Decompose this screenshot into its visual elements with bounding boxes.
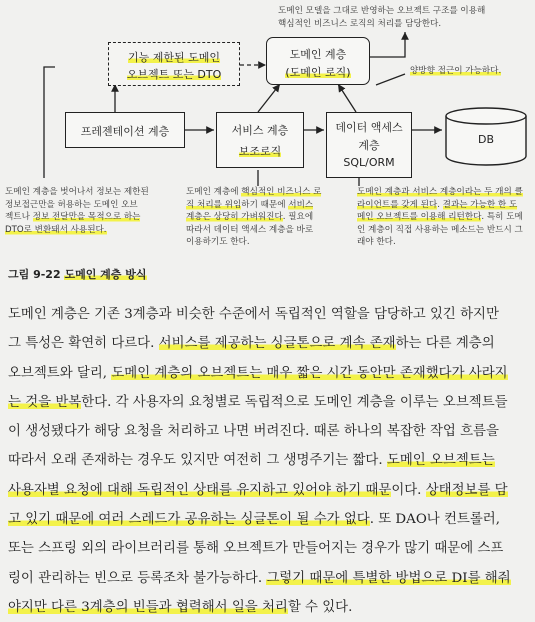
note-data-access-line xyxy=(357,186,533,199)
highlighted-text: 사용자별 요청에 대해 독립적인 상태를 유지하고 있어야 하기 때문 xyxy=(8,482,392,498)
domain-box-subtitle: (도메인 로직) xyxy=(285,66,351,79)
highlighted-text: 메인 오브젝트를 이용해 리턴한다 xyxy=(357,212,482,223)
note-left-line xyxy=(5,186,173,199)
dto-box-line-2: 오브젝트 또는 DTO xyxy=(126,68,222,81)
highlighted-text: 라이언트를 갖게 된다 xyxy=(357,199,438,210)
data-domain-link xyxy=(338,84,356,112)
note-service-line xyxy=(186,186,346,199)
text-run: 따라서 데이터 액세스 계층을 바로 xyxy=(186,224,314,235)
highlighted-text: 상태정보를 담 xyxy=(425,482,508,498)
service-box-subtitle: 보조로직 xyxy=(238,145,282,158)
text-run: 할 수 있다. xyxy=(287,599,353,615)
text-run: 이 생성됐다가 해당 요청을 처리하고 나면 버려진다. 때론 하나의 복잡한 작업 흐름을 xyxy=(8,424,499,440)
body-line xyxy=(8,300,531,329)
text-run: 따라서 오래 존재하는 경우도 있지만 여전히 그 생명주기는 짧다. xyxy=(8,453,387,469)
highlighted-text: 결과는 가능한 한 도 xyxy=(442,199,518,210)
note-left-line xyxy=(5,199,173,212)
text-run: 정보접근만을 허용하는 도메인 오브 xyxy=(5,199,138,210)
text-run: 이용하기도 한다. xyxy=(186,237,250,248)
domain-model-note-line-2: 핵심적인 비즈니스 로직의 처리를 담당한다. xyxy=(278,18,442,29)
text-run: . 필요에 xyxy=(282,212,314,223)
text-run: 도메인 계층을 벗어나서 정보는 제한된 xyxy=(5,187,149,197)
text-run: 인 계층이 직접 사용하는 메소드는 반드시 그 xyxy=(357,224,523,235)
domain-layer-box xyxy=(266,37,370,85)
text-run: 젝트나 xyxy=(5,212,33,223)
note-service-line xyxy=(186,236,346,249)
text-run: 이다. xyxy=(391,482,426,498)
service-domain-link xyxy=(258,84,280,112)
highlighted-text: 서비스 xyxy=(288,199,314,210)
presentation-box-label: 프레젠테이션 계층 xyxy=(80,125,170,138)
text-run: 오브젝트와 달리, xyxy=(8,365,112,381)
text-run: 하기 때문에 xyxy=(241,199,289,210)
text-run: 도메인 계층에 xyxy=(186,187,242,197)
body-line xyxy=(8,329,531,358)
bidirectional-pointer xyxy=(376,74,405,85)
note-data-access-line xyxy=(357,199,533,212)
left-bracket xyxy=(44,67,55,178)
highlighted-text: 정보 전달만을 목적으로 하는 xyxy=(32,212,141,223)
domain-box-title: 도메인 계층 xyxy=(289,48,347,61)
figure-caption xyxy=(8,266,147,282)
note-left xyxy=(5,186,173,236)
note-left-line xyxy=(5,224,173,237)
body-line xyxy=(8,388,531,417)
text-run: 또는 스프링 외의 라이브러리를 통해 오브젝트가 만들어지는 경우가 많기 때문에 스프 xyxy=(8,541,504,557)
note-service-line xyxy=(186,211,346,224)
dto-box-line-1: 기능 제한된 도메인 xyxy=(127,51,220,64)
highlighted-text: 고 있기 때문에 여러 스레드가 공유하는 싱글톤이 될 수가 없다 xyxy=(8,512,370,528)
highlighted-text: 계층은 상당히 가벼워진다 xyxy=(186,212,283,223)
text-run: 한다. 각 사용자의 요청별로 독립적으로 도메인 계층을 이루는 오브젝트들 xyxy=(81,394,508,410)
data-box-line-3: SQL/ORM xyxy=(343,156,395,169)
note-service-line xyxy=(186,224,346,237)
body-line xyxy=(8,359,531,388)
text-run: 도메인 계층은 기존 3계층과 비슷한 수준에서 독립적인 역할을 담당하고 있긴 하지만 xyxy=(8,307,499,322)
highlighted-text: 도메인 계층의 오브젝트는 매우 짧은 시간 동안만 존재했다가 사라지 xyxy=(111,365,508,381)
text-run: 래야 한다. xyxy=(357,237,396,248)
body-paragraph xyxy=(8,300,531,622)
text-run: . 또 DAO나 컨트롤러, xyxy=(369,512,500,528)
highlighted-text: 는 것을 반복 xyxy=(8,394,82,410)
body-line xyxy=(8,505,531,534)
body-line xyxy=(8,534,531,563)
caption-prefix: 그림 9-22 xyxy=(8,268,65,281)
highlighted-text: 직 처리를 위임 xyxy=(186,199,242,210)
highlighted-text: 도메인 계층과 서비스 계층이라는 두 개의 클 xyxy=(357,187,523,197)
bidirectional-note: 양방향 접근이 가능하다. xyxy=(410,66,502,76)
presentation-layer-box xyxy=(65,112,185,148)
database-cylinder xyxy=(444,106,528,168)
body-line xyxy=(8,446,531,475)
note-service xyxy=(186,186,346,249)
body-line xyxy=(8,476,531,505)
db-label: DB xyxy=(477,133,495,146)
note-left-line xyxy=(5,211,173,224)
text-run: 링이 관리하는 빈으로 등록조차 불가능하다. xyxy=(8,570,267,586)
highlighted-text: 그렇기 때문에 특별한 방법으로 DI를 해줘 xyxy=(266,570,511,586)
highlighted-text: 핵심적인 비즈니스 로 xyxy=(241,187,322,197)
text-run: 하는 다른 계층의 xyxy=(395,336,495,352)
domain-note-link xyxy=(370,32,405,57)
highlighted-text: 서비스를 제공하는 싱글톤으로 계속 존재 xyxy=(158,336,396,352)
caption-title: 도메인 계층 방식 xyxy=(64,268,147,281)
service-layer-box xyxy=(216,112,304,168)
highlighted-text: DTO로 변환돼서 사용된다. xyxy=(5,224,107,235)
note-data-access xyxy=(357,186,533,249)
text-run: 그 특성은 확연히 다르다. xyxy=(8,336,159,352)
data-box-line-2: 계층 xyxy=(358,139,380,152)
body-line xyxy=(8,593,531,622)
service-box-title: 서비스 계층 xyxy=(231,124,289,137)
note-data-access-line xyxy=(357,211,533,224)
dto-box xyxy=(108,42,240,86)
body-line xyxy=(8,564,531,593)
note-service-line xyxy=(186,199,346,212)
note-data-access-line xyxy=(357,236,533,249)
highlighted-text: 도메인 오브젝트는 xyxy=(386,453,495,469)
domain-model-note-line-1: 도메인 모델을 그대로 반영하는 오브젝트 구조를 이용해 xyxy=(278,6,486,16)
text-run: . xyxy=(437,199,443,210)
body-line xyxy=(8,417,531,446)
data-access-layer-box xyxy=(326,112,412,178)
highlighted-text: 야지만 다른 3계층의 빈들과 협력해서 일을 처리 xyxy=(8,599,288,615)
text-run: . 특히 도메 xyxy=(481,212,523,223)
data-box-line-1: 데이터 액세스 xyxy=(335,121,403,134)
note-data-access-line xyxy=(357,224,533,237)
